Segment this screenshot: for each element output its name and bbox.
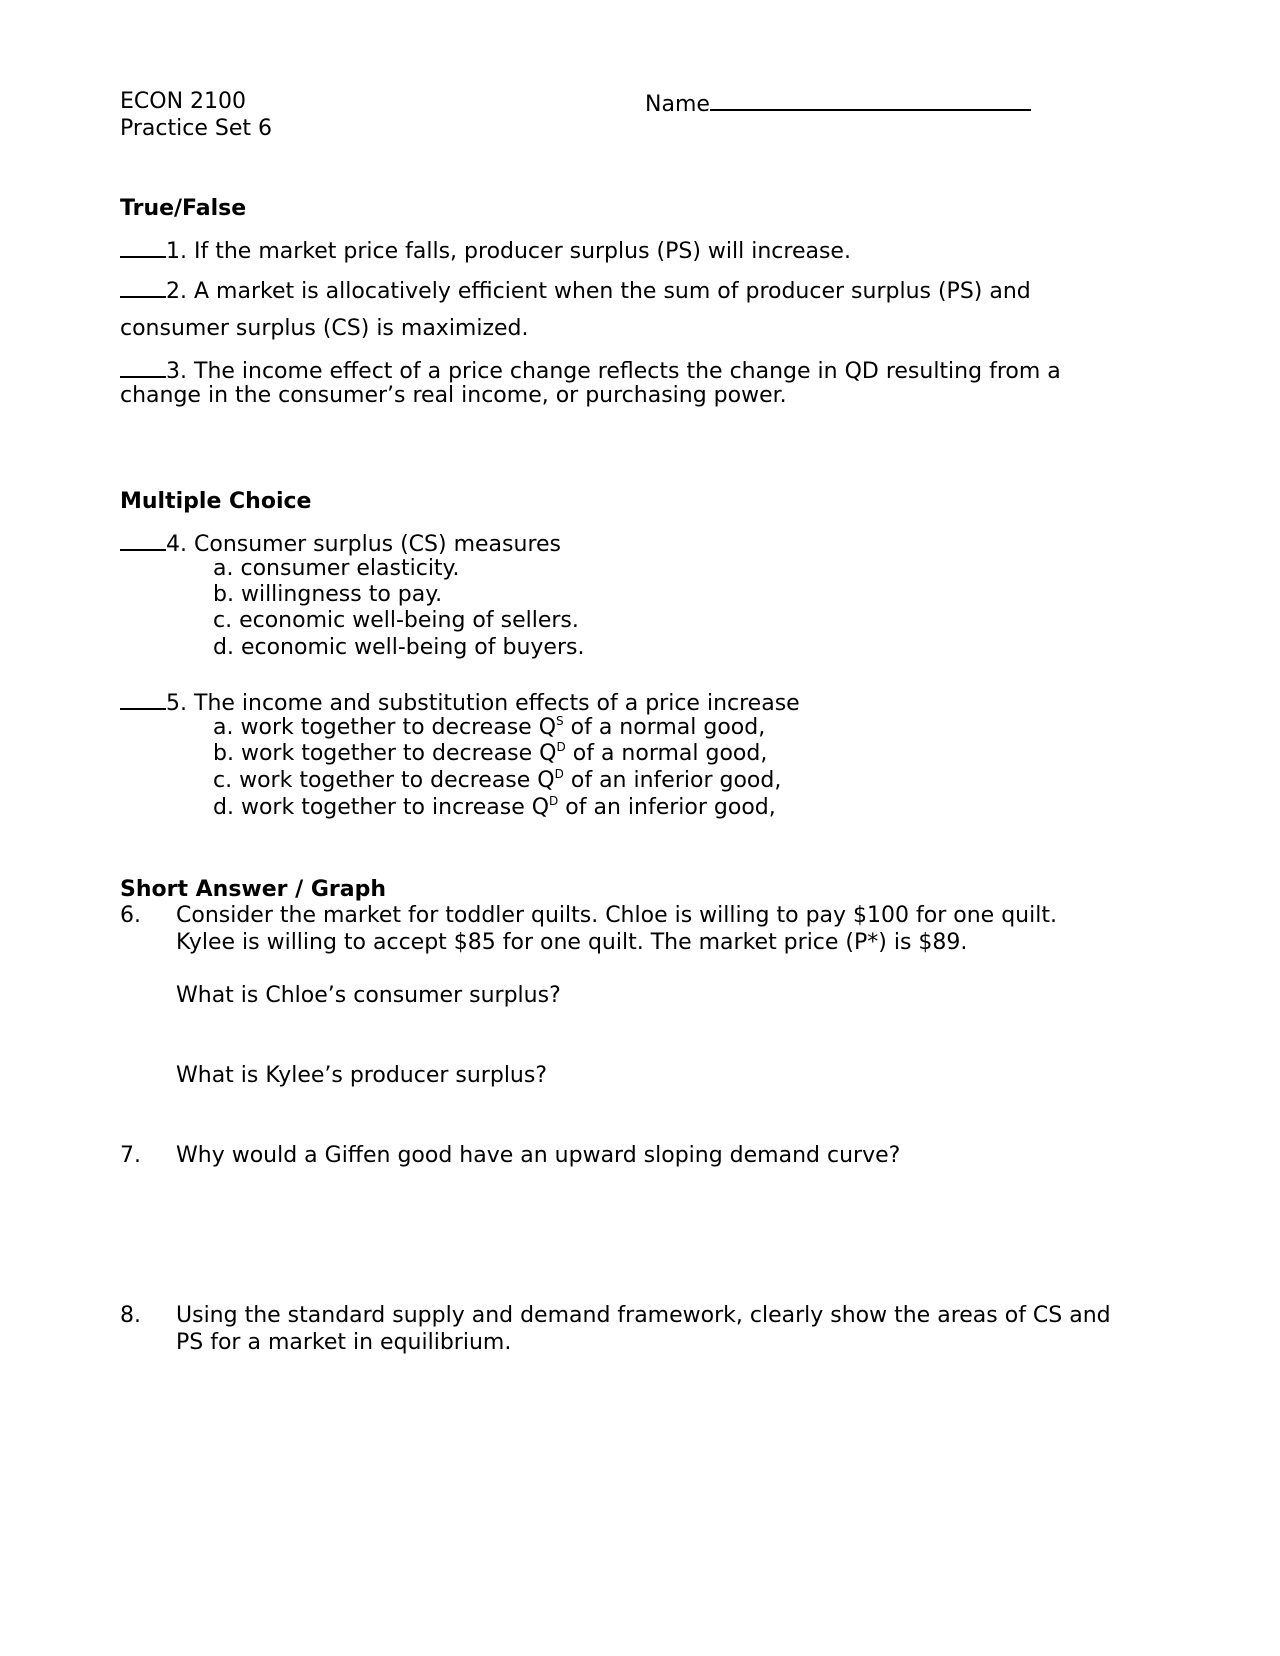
question-7-text: Why would a Giffen good have an upward sloping demand curve? [176,1143,901,1168]
short-answer-heading: Short Answer / Graph [120,877,387,902]
answer-blank[interactable] [120,236,166,258]
question-number: 1. [166,239,187,264]
mc-q5-option-d: d. work together to increase $Q^D$ of an inferior good, [213,794,776,820]
mc-q4-option-d: d. economic well-being of buyers. [213,635,585,660]
answer-blank[interactable] [120,688,166,710]
question-8-line-1: Using the standard supply and demand framework, clearly show the areas of CS and [176,1303,1111,1328]
question-text: The income effect of a price change reflects the change in QD resulting from a [194,359,1061,384]
question-number: 5. [166,691,187,716]
question-6-number: 6. [120,903,141,928]
answer-blank[interactable] [120,529,166,551]
tf-question-1 [120,236,851,265]
mc-q5-option-a: a. work together to decrease $Q^S$ of a normal good, [213,714,766,740]
tf-question-3 [120,356,1061,385]
mc-q4-option-c: c. economic well-being of sellers. [213,608,579,633]
question-text: The income and substitution effects of a price increase [194,691,800,716]
course-code: ECON 2100 [120,89,247,114]
name-label: Name [645,92,710,117]
question-number: 4. [166,532,187,557]
tf-question-2-cont: consumer surplus (CS) is maximized. [120,316,529,341]
mc-q4-option-a: a. consumer elasticity. [213,556,460,581]
tf-question-2 [120,276,1031,305]
name-field[interactable] [645,89,1031,118]
true-false-heading: True/False [120,196,247,221]
mc-question-5 [120,688,800,717]
mc-q5-option-b: b. work together to decrease $Q^D$ of a normal good, [213,740,768,766]
question-number: 2. [166,279,187,304]
tf-question-3-cont: change in the consumer’s real income, or purchasing power. [120,383,787,408]
multiple-choice-heading: Multiple Choice [120,489,312,514]
question-6-line-1: Consider the market for toddler quilts. Chloe is willing to pay $100 for one quilt. [176,903,1057,928]
question-text: A market is allocatively efficient when the sum of producer surplus (PS) and [194,279,1031,304]
mc-question-4 [120,529,561,558]
mc-q5-option-c: c. work together to decrease $Q^D$ of an inferior good, [213,767,782,793]
answer-blank[interactable] [120,276,166,298]
name-blank-line[interactable] [710,89,1031,111]
question-8-line-2: PS for a market in equilibrium. [176,1330,512,1355]
question-8-number: 8. [120,1303,141,1328]
answer-blank[interactable] [120,356,166,378]
question-number: 3. [166,359,187,384]
practice-set-title: Practice Set 6 [120,116,272,141]
mc-q4-option-b: b. willingness to pay. [213,582,443,607]
question-6-sub-2: What is Kylee’s producer surplus? [176,1063,548,1088]
question-6-sub-1: What is Chloe’s consumer surplus? [176,983,561,1008]
question-text: If the market price falls, producer surplus (PS) will increase. [194,239,851,264]
question-text: Consumer surplus (CS) measures [194,532,561,557]
question-7-number: 7. [120,1143,141,1168]
question-6-line-2: Kylee is willing to accept $85 for one quilt. The market price (P*) is $89. [176,930,968,955]
